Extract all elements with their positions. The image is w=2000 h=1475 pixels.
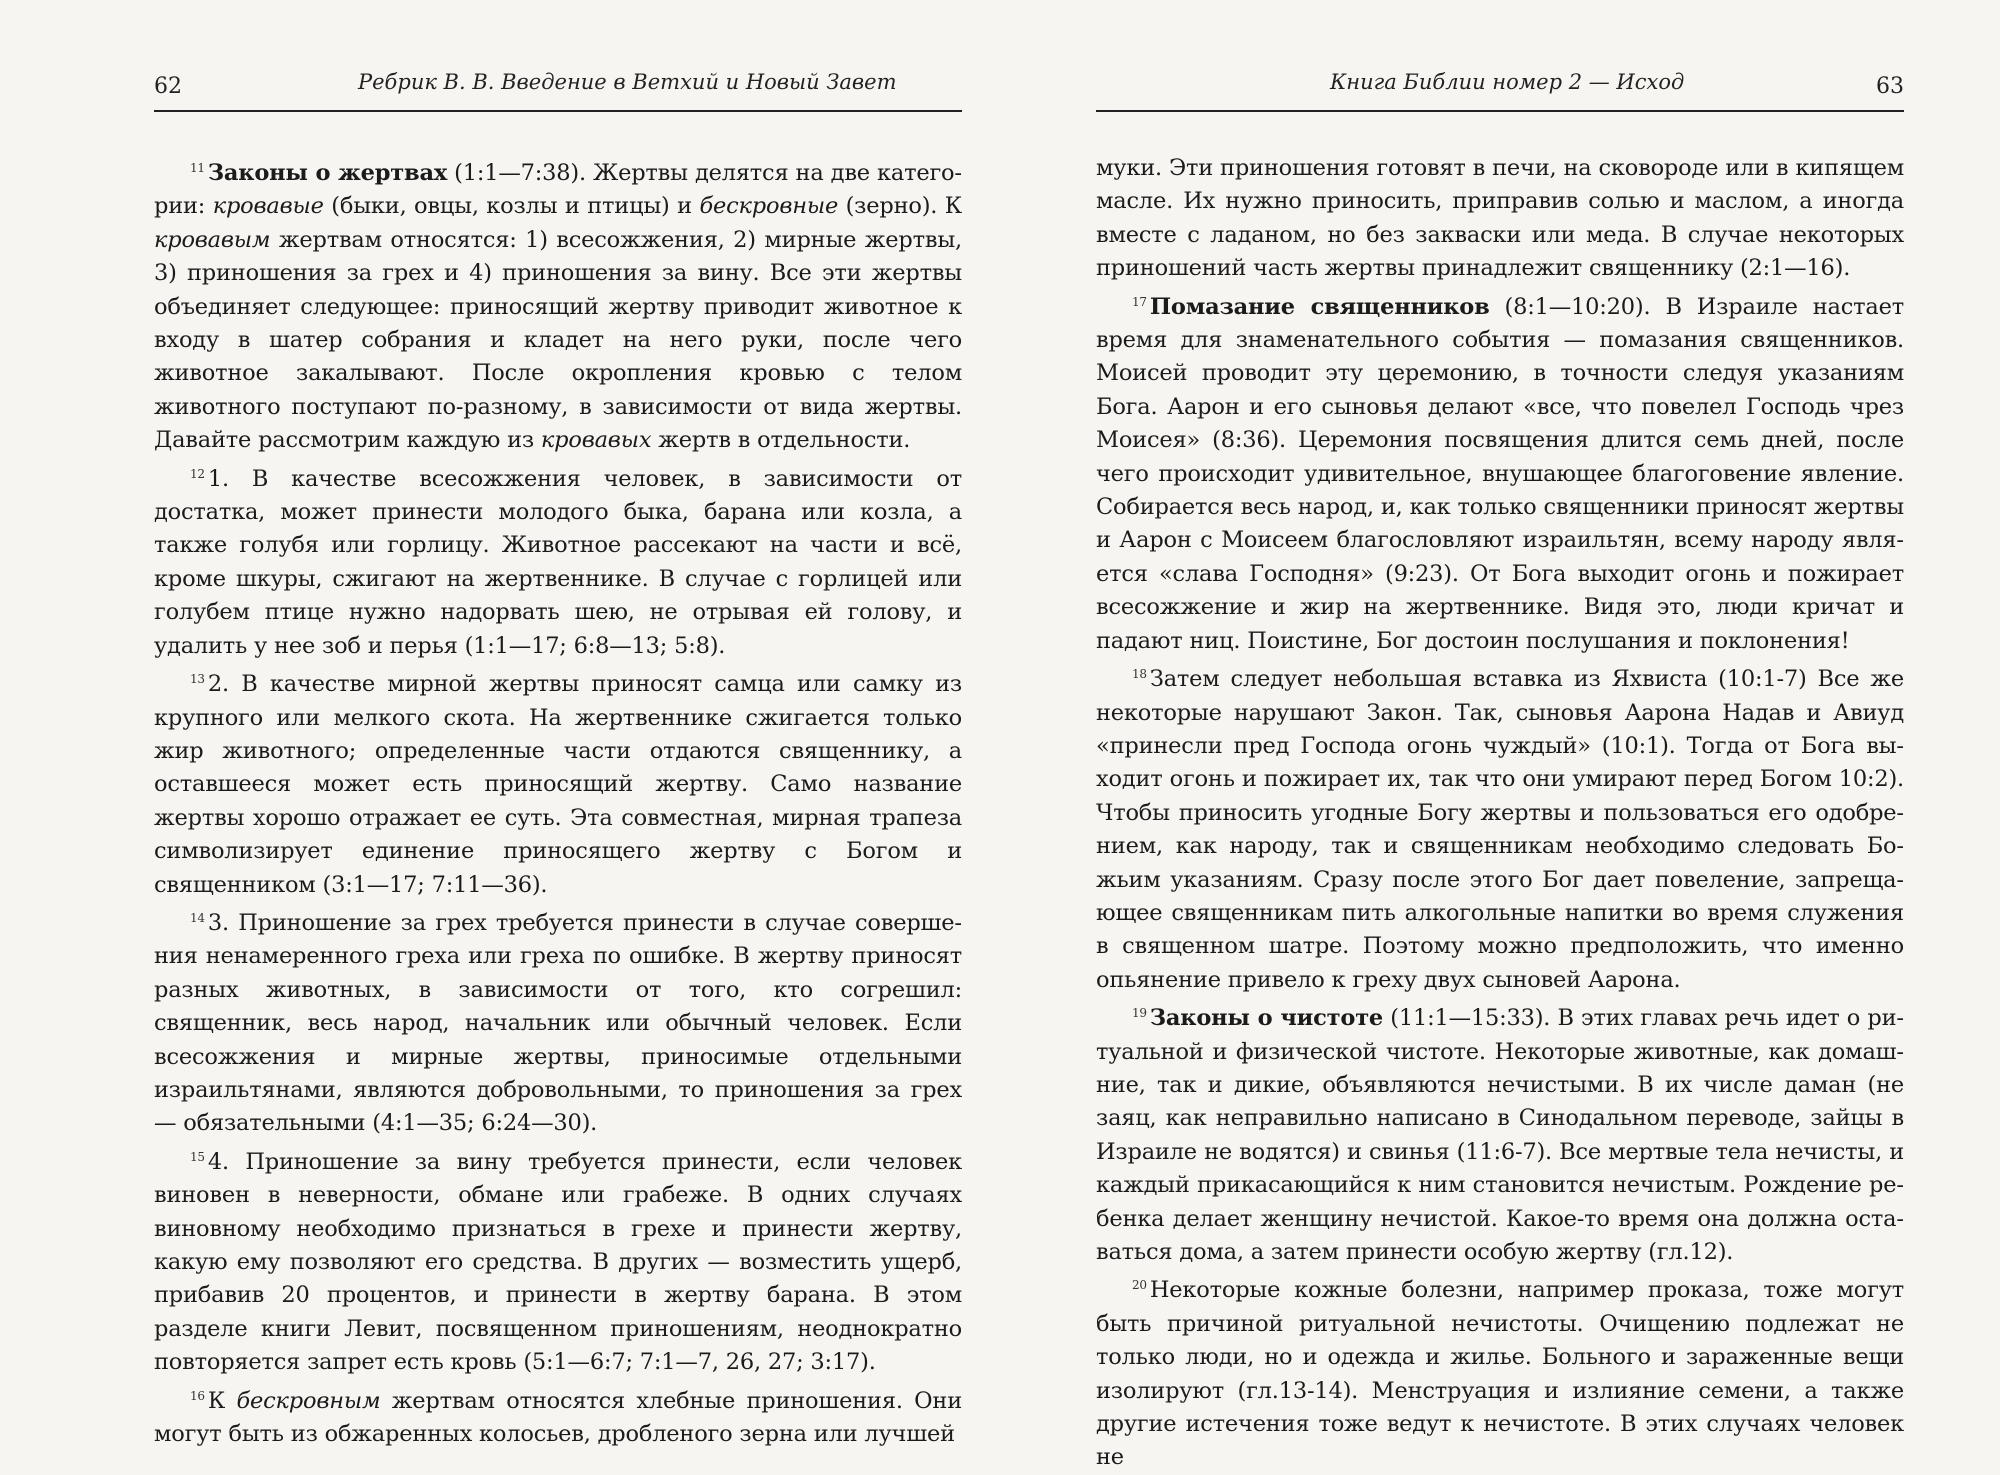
paragraph-18	[1096, 658, 1904, 997]
verse-number: 13	[190, 672, 205, 687]
text-run: жертвам относятся: 1) всесожжения, 2) мирные жертвы, 3) приношения за грех и 4) приношения за вину. Все эти жертвы объединяет следующее: приносящий жертву приводит животное к входу в шатер собрания и кладет на него руки, после чего животное закалывают. После окропления кровью с телом животного поступают по-разному, в зависимости от вида жертвы. Давайте рассмотрим каждую из	[154, 226, 962, 454]
paragraph-text: (8:1—10:20). В Израиле настает время для знаменательного события — помазания священников. Моисей проводит эту церемонию, в точности следуя указаниям Бога. Аарон и его сыновья делают «все, что повелел Господь чрез Моисея» (8:36). Церемония посвящения длится семь дней, после чего происходит удивительное, внушающее благоговение явление. Собирается весь народ, и, как только священники приносят жертвы и Аарон с Моисеем благословляют израильтян, всему народу является «слава Господня» (9:23). От Бога выходит огонь и пожирает всесожжение и жир на жертвеннике. Видя это, люди кричат и падают ниц. Поистине, Бог достоин послушания и поклонения!	[1096, 293, 1904, 654]
verse-number: 11	[190, 161, 205, 175]
paragraph-text: 4. Приношение за вину требуется принести, если человек виновен в неверности, обмане или грабеже. В одних случаях виновному необходимо признаться в грехе и принести жертву, какую ему позволяют его средства. В других — возместить ущерб, прибавив 20 процентов, и принести в жертву барана. В этом разделе книги Левит, посвященном приношениям, неоднократно повторяется запрет есть кровь (5:1—6:7; 7:1—7, 26, 27; 3:17).	[154, 1148, 962, 1376]
emphasis: кровавые	[212, 193, 324, 220]
emphasis: кровавых	[540, 427, 652, 454]
emphasis: бескровные	[699, 193, 839, 220]
header-rule	[1096, 110, 1904, 112]
verse-number: 14	[190, 910, 205, 925]
emphasis: кровавым	[154, 226, 271, 253]
page-body	[154, 152, 962, 1451]
page-number: 62	[154, 74, 182, 99]
text-run: (зерно). К	[838, 193, 962, 220]
paragraph-text: муки. Эти приношения готовят в печи, на сковороде или в кипящем масле. Их нужно приносить, приправив солью и маслом, а иногда вместе с ладаном, но без закваски или меда. В случае некоторых приношений часть жертвы принадлежит священнику (2:1—16).	[1096, 155, 1904, 282]
paragraph-11	[154, 152, 962, 458]
paragraph-14	[154, 902, 962, 1141]
text-run: (быки, овцы, козлы и птицы) и	[323, 193, 700, 220]
right-page	[1000, 0, 2000, 1471]
paragraph-12	[154, 458, 962, 663]
paragraph-17	[1096, 286, 1904, 658]
verse-number: 18	[1132, 667, 1147, 682]
paragraph-text: 1. В качестве всесожжения человек, в зависимости от достатка, может принести молодого быка, барана или козла, а также голубя или горлицу. Животное рассекают на части и всё, кроме шкуры, сжигают на жертвеннике. В случае с горлицей или голубем птице нужно надорвать шею, не отрывая ей голову, и удалить у нее зоб и перья (1:1—17; 6:8—13; 5:8).	[154, 465, 962, 659]
verse-number: 12	[190, 466, 205, 481]
paragraph-16	[154, 1380, 962, 1452]
section-heading: Законы о чистоте	[1149, 1005, 1384, 1032]
paragraph-16-continued	[1096, 152, 1904, 286]
verse-number: 17	[1132, 294, 1147, 309]
running-head: Ребрик В. В. Введение в Ветхий и Новый Завет	[358, 70, 897, 94]
page-number: 63	[1876, 74, 1904, 99]
text-run: жертв в отдельности.	[651, 427, 911, 454]
paragraph-text: Некоторые кожные болезни, например проказа, тоже могут быть причиной ритуальной нечистоты. Очищению подлежат не только люди, но и одежда и жилье. Больного и зараженные вещи изолируют (гл.13-14). Менструация и излияние семени, а также другие истечения тоже ведут к нечистоте. В этих случаях человек не	[1096, 1277, 1904, 1471]
text-run: К	[207, 1387, 237, 1414]
header-rule	[154, 110, 962, 112]
paragraph-20	[1096, 1269, 1904, 1474]
paragraph-13	[154, 663, 962, 902]
verse-number: 15	[190, 1149, 205, 1164]
paragraph-19	[1096, 997, 1904, 1269]
verse-number: 20	[1132, 1278, 1147, 1293]
paragraph-text: 2. В качестве мирной жертвы приносят самца или самку из крупного или мелкого скота. На жертвеннике сжигается только жир животного; определенные части отдаются священнику, а оставшееся может есть приносящий жертву. Само название жертвы хорошо отражает ее суть. Эта совместная, мирная трапеза символизирует единение приносящего жертву с Богом и священником (3:1—17; 7:11—36).	[154, 671, 962, 898]
verse-number: 19	[1132, 1006, 1147, 1021]
section-heading: Законы о жертвах	[207, 160, 448, 186]
emphasis: бескровным	[236, 1387, 381, 1414]
left-page	[0, 0, 1000, 1461]
running-head: Книга Библии номер 2 — Исход	[1330, 70, 1685, 94]
text-run: жертвам относятся хлебные приношения. Они могут быть из обжаренных колосьев, дробленого зерна или лучшей	[154, 1387, 962, 1448]
verse-number: 16	[190, 1388, 205, 1403]
text-run: (1:1—7:38). Жертвы делятся на две категории:	[154, 160, 962, 220]
paragraph-15	[154, 1141, 962, 1380]
paragraph-text: 3. Приношение за грех требуется принести в случае совершения ненамеренного греха или греха по ошибке. В жертву приносят разных животных, в зависимости от того, кто согрешил: священник, весь народ, начальник или обычный человек. Если всесожжения и мирные жертвы, приносимые отдельными израильтянами, являются добровольными, то приношения за грех — обязательными (4:1—35; 6:24—30).	[154, 909, 962, 1137]
paragraph-text: Затем следует небольшая вставка из Яхвиста (10:1-7) Все же некоторые нарушают Закон. Так, сыновья Аарона Надав и Авиуд «принесли пред Господа огонь чуждый» (10:1). Тогда от Бога выходит огонь и пожирает их, так что они умирают перед Богом 10:2). Чтобы приносить угодные Богу жертвы и пользоваться его одобрением, как народу, так и священникам необходимо следовать Божьим указаниям. Сразу после этого Бог дает повеление, запрещающее священникам пить алкогольные напитки во время служения в священном шатре. Поэтому можно предположить, что именно опьянение привело к греху двух сыновей Аарона.	[1096, 666, 1904, 993]
page-body	[1096, 152, 1904, 1475]
paragraph-text: (11:1—15:33). В этих главах речь идет о ритуальной и физической чистоте. Некоторые животные, как домашние, так и дикие, объявляются нечистыми. В их числе даман (не заяц, как неправильно написано в Синодальном переводе, зайцы в Израиле не водятся) и свинья (11:6-7). Все мертвые тела нечисты, и каждый прикасающийся к ним становится нечистым. Рождение ребенка делает женщину нечистой. Какое-то время она должна оставаться дома, а затем принести особую жертву (гл.12).	[1096, 1005, 1904, 1265]
section-heading: Помазание священников	[1149, 293, 1490, 320]
